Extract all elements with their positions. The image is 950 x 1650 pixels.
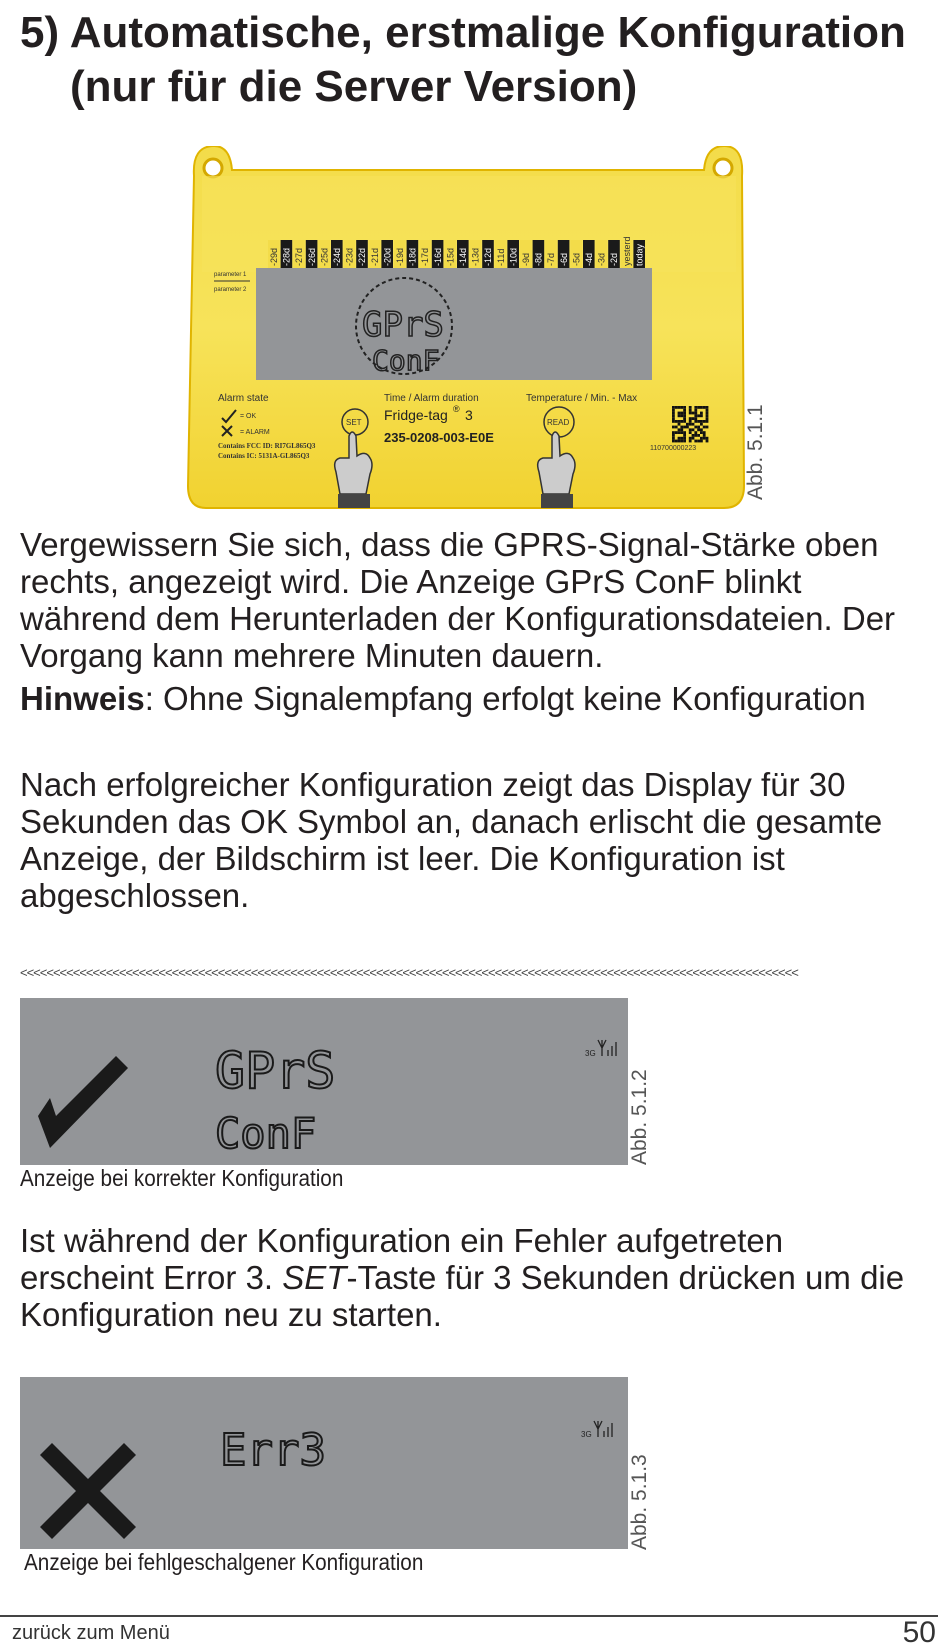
param-2-label: parameter 2 xyxy=(214,287,247,293)
paragraph-error xyxy=(20,1222,920,1333)
caption-ok: Anzeige bei korrekter Konfiguration xyxy=(20,1165,344,1191)
qr-number: 110700000223 xyxy=(650,445,697,452)
lcd-error-text: Err3 xyxy=(220,1425,326,1476)
day-label: -20d xyxy=(382,247,393,266)
lcd-line-2: ConF xyxy=(372,344,440,377)
product-reg: ® xyxy=(453,404,460,414)
day-label: -4d xyxy=(584,252,594,266)
alarm-state-label: Alarm state xyxy=(218,393,269,404)
fridge-tag-device-illustration xyxy=(184,146,759,522)
separator: <<<<<<<<<<<<<<<<<<<<<<<<<<<<<<<<<<<<<<<<<<<<<<<<<<<<<<<<<<<<<<<<<<<<<<<<<<<<<<<<<<<<<<<<<<<<<<<<<<<<<<<<<<<<<<<<<<<<<< xyxy=(20,967,798,979)
figure-label-5-1-1: Abb. 5.1.1 xyxy=(744,404,767,500)
lcd-line-1: GPrS xyxy=(362,305,444,345)
mount-hole-right xyxy=(714,159,732,177)
paragraph-instructions: Vergewissern Sie sich, dass die GPRS-Signal-Stärke oben rechts, angezeigt wird. Die Anzeige GPrS ConF blinkt während dem Herunterladen der Konfigurationsdateien. Der Vorgang kann mehrere Minuten dauern. xyxy=(20,526,896,674)
product-name: Fridge-tag xyxy=(384,407,448,423)
ok-label: = OK xyxy=(240,413,257,420)
error-x-icon xyxy=(40,1443,136,1539)
ic-id: Contains IC: 5131A-GL865Q3 xyxy=(218,452,310,460)
day-label: -27d xyxy=(294,247,305,266)
time-alarm-label: Time / Alarm duration xyxy=(384,393,479,404)
figure-label-5-1-3: Abb. 5.1.3 xyxy=(628,1454,651,1550)
day-label: -3d xyxy=(596,252,607,266)
temperature-label: Temperature / Min. - Max xyxy=(526,393,638,404)
paragraph-success: Nach erfolgreicher Konfiguration zeigt das Display für 30 Sekunden das OK Symbol an, danach erlischt die gesamte Anzeige, der Bildschirm ist leer. Die Konfiguration ist abgeschlossen. xyxy=(20,766,883,914)
day-label: -26d xyxy=(306,247,317,266)
page-number: 50 xyxy=(902,1616,936,1649)
day-label: -18d xyxy=(407,247,418,266)
device-lcd xyxy=(256,268,652,380)
day-label: -13d xyxy=(470,247,481,266)
footer-divider xyxy=(0,1615,938,1617)
product-number: 3 xyxy=(465,407,473,423)
day-label: -29d xyxy=(269,247,279,266)
day-label: yesterd xyxy=(621,236,632,266)
day-label: -14d xyxy=(458,247,468,266)
day-label: -8d xyxy=(533,252,544,266)
day-label: -5d xyxy=(571,252,582,266)
fcc-id: Contains FCC ID: RI7GL865Q3 xyxy=(218,442,316,450)
day-label: -15d xyxy=(445,247,456,266)
day-label: -16d xyxy=(432,247,443,266)
day-label: -10d xyxy=(508,247,519,266)
day-label: -23d xyxy=(344,247,355,266)
day-label: -7d xyxy=(546,252,557,266)
title-line-2: (nur für die Server Version) xyxy=(70,62,638,111)
lcd-error-display xyxy=(20,1377,628,1549)
figure-label-5-1-2: Abb. 5.1.2 xyxy=(628,1069,651,1165)
day-label: -24d xyxy=(332,247,342,266)
note-paragraph xyxy=(20,680,920,717)
day-label: -9d xyxy=(521,252,531,266)
day-label: -19d xyxy=(395,247,405,266)
read-button-label: READ xyxy=(547,418,570,427)
day-label: -22d xyxy=(357,247,368,266)
error-text-1: Ist während der Konfiguration ein Fehler aufgetreten erscheint Error 3. xyxy=(20,1222,784,1296)
day-label: -17d xyxy=(420,247,431,266)
param-1-label: parameter 1 xyxy=(214,272,247,278)
title-line-1: 5) Automatische, erstmalige Konfiguration xyxy=(20,8,906,57)
lcd-ok-display xyxy=(20,998,628,1165)
mount-hole-left xyxy=(204,159,222,177)
lcd-ok-line-2: ConF xyxy=(215,1109,317,1158)
alarm-label: = ALARM xyxy=(240,429,270,436)
signal-3g-label-2: 3G xyxy=(581,1430,592,1439)
day-label: -25d xyxy=(319,247,330,266)
serial-number: 235-0208-003-E0E xyxy=(384,430,494,445)
note-label: Hinweis xyxy=(20,680,145,717)
error-text-2: -Taste für 3 Sekunden drücken um die Konfiguration neu zu starten. xyxy=(20,1259,905,1333)
set-key-name: SET xyxy=(282,1259,347,1296)
back-to-menu-link[interactable]: zurück zum Menü xyxy=(12,1622,170,1644)
lcd-ok-line-1: GPrS xyxy=(215,1042,336,1100)
note-text: : Ohne Signalempfang erfolgt keine Konfiguration xyxy=(144,680,866,717)
signal-antenna-icon-2 xyxy=(594,1421,612,1437)
set-button-label: SET xyxy=(346,418,362,427)
caption-error: Anzeige bei fehlgeschalgener Konfiguration xyxy=(24,1549,424,1575)
day-label: -11d xyxy=(495,248,506,266)
ok-check-icon xyxy=(38,1056,128,1148)
day-label: -28d xyxy=(281,247,292,266)
day-label: -2d xyxy=(609,252,620,266)
day-label: -21d xyxy=(369,247,380,266)
signal-3g-label: 3G xyxy=(585,1049,596,1058)
day-label: today xyxy=(634,243,645,266)
day-label: -12d xyxy=(483,247,494,266)
signal-antenna-icon xyxy=(598,1040,616,1056)
day-label: -6d xyxy=(558,252,569,266)
page-title xyxy=(20,6,906,114)
